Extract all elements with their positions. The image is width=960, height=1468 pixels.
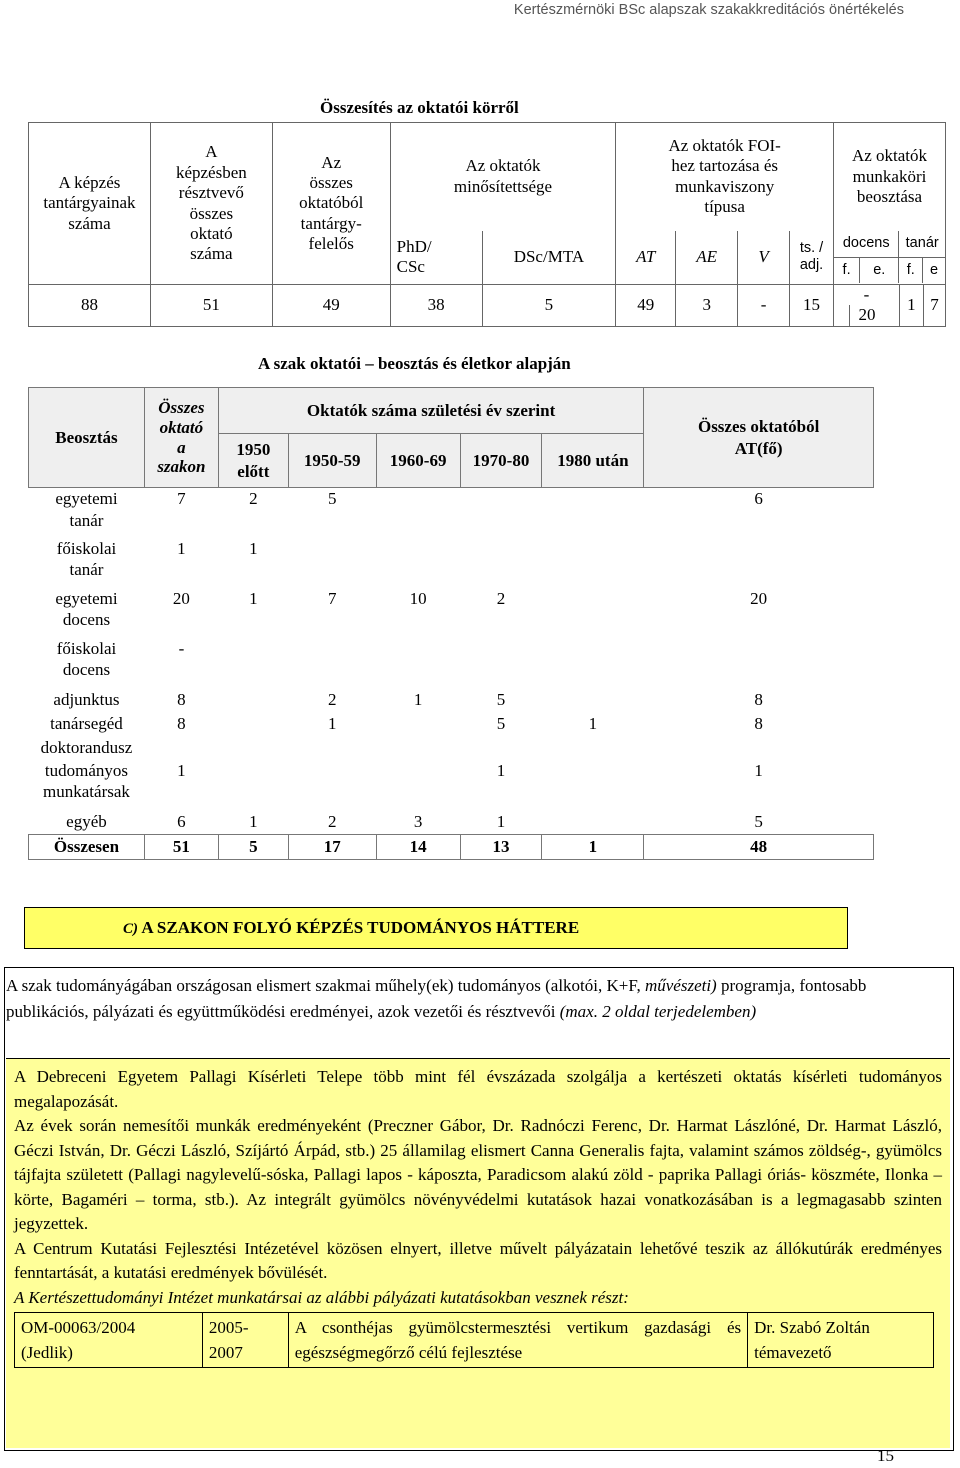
h-kepzes-tantargyai: A képzés tantárgyainak száma [29,123,151,285]
h-at-fo: Összes oktatóból AT(fő) [644,388,874,488]
project-table [14,1312,934,1368]
h-docens: docens [834,231,899,257]
table-total-row: Összesen 51 5 17 14 13 1 48 [29,834,874,859]
h-tantargyfelelos: Az összes oktatóból tantárgy- felelős [272,123,390,285]
h-szuletesi-ev: Oktatók száma születési év szerint [218,388,643,434]
v-phd: 38 [390,285,482,327]
v-v: - [738,285,790,327]
h-beosztas: Beosztás [29,388,145,488]
h-docens-tanar [834,231,946,285]
h-ae: AE [676,231,738,285]
h-osszes-oktato: Összes oktató a szakon [144,388,218,488]
h-ts-adj: ts. / adj. [790,231,834,285]
h-1960-69: 1960-69 [376,434,460,488]
h-docens-f: f. [834,257,860,283]
table2-title: A szak oktatói – beosztás és életkor alapján [258,354,571,373]
v-tanar-e: 7 [923,285,945,327]
paragraph: A Kertészettudományi Intézet munkatársai az alábbi pályázati kutatásokban vesznek részt: [14,1287,629,1307]
table1-title: Összesítés az oktatói körről [320,98,519,117]
h-tanar-f: f. [899,257,923,283]
v-ts: 15 [790,285,834,327]
h-at: AT [616,231,676,285]
table-row: adjunktus 8 2 1 5 8 [53,689,763,709]
staff-age-table [28,387,874,860]
table-row: OM-00063/2004 (Jedlik) 2005- 2007 A csonthéjas gyümölcstermesztési vertikum gazdasági és egészségmegőrző célú fejlesztése Dr. Szabó Zoltán témavezető [15,1313,934,1368]
paragraph: Az évek során nemesítői munkák eredményeként (Preczner Gábor, Dr. Radnóczi Ferenc, Dr. Harmat Lászlóné, Dr. Harmat László, Géczi István, Dr. Géczi László, Szíjártó Árpád, stb.) 25 államilag elismert Canna Generalis fajta, valamint számos zöldség-, gyümölcs tájfajta született (Pallagi nagylevelű-sóska, Pallagi lapos - káposzta, Paradicsom alakú zöld - paprika Pallagi óriás- köszméte, Ilonka – körte, Bagaméri – torma, stb.). Az integrált gyümölcs növényvédelmi kutatások hazai vonatkozásában is a legmagasabb szinten jegyzettek. [14,1116,942,1233]
section-c-question: A szak tudományágában országosan elismert szakmai műhely(ek) tudományos (alkotói, K+F, művészeti) programja, fontosabb publikációs, pályázati és együttműködési eredményei, azok vezetői és résztvevői (max. 2 oldal terjedelemben) [6,976,867,1021]
v-oktato: 51 [150,285,272,327]
h-minositettseg: Az oktatók minősítettsége [390,123,616,231]
table-row: doktorandusz [40,737,133,757]
v-tanar-f: 1 [899,285,923,327]
v-dsc: 5 [482,285,616,327]
section-c-answer [6,1058,950,1448]
h-1950-elott: 1950 előtt [218,434,288,488]
h-foi-tartozas: Az oktatók FOI- hez tartozása és munkaviszony típusa [616,123,834,231]
h-1980-utan: 1980 után [542,434,644,488]
v-docens: -20 [834,285,900,327]
h-1970-80: 1970-80 [460,434,542,488]
table-row: tudományos munkatársak 1 1 1 [43,760,763,802]
page-number: 15 [877,1446,894,1465]
h-docens-e: e. [860,257,899,283]
running-header: Kertészmérnöki BSc alapszak szakakkreditációs önértékelés [513,2,904,18]
v-felelos: 49 [272,285,390,327]
h-1950-59: 1950-59 [288,434,376,488]
table-row: főiskolai docens - [56,638,185,680]
table-row: főiskolai tanár 1 1 [56,538,258,580]
v-at: 49 [616,285,676,327]
v-kepzes: 88 [29,285,151,327]
paragraph: A Debreceni Egyetem Pallagi Kísérleti Telepe több mint fél évszázada szolgálja a kertészeti oktatás kísérleti tudományos megalapozását. [14,1067,942,1111]
table-row: tanársegéd 8 1 5 1 8 [50,713,763,733]
h-v: V [738,231,790,285]
section-c-heading: C) A SZAKON FOLYÓ KÉPZÉS TUDOMÁNYOS HÁTTERE [24,907,848,949]
h-munkakori-beosztas: Az oktatók munkaköri beosztása [834,123,946,231]
table-row: egyéb 6 1 2 3 1 5 [66,811,763,831]
v-ae: 3 [676,285,738,327]
table-row: egyetemi docens 20 1 7 10 2 20 [55,588,768,630]
h-tanar: tanár [899,231,945,257]
paragraph: A Centrum Kutatási Fejlesztési Intézetével közösen elnyert, illetve művelt pályázatain lehetővé teszik az állókutúrák eredményes fenntartását, a kutatási eredmények bővülését. [14,1238,942,1282]
h-phd-csc: PhD/ CSc [390,231,482,285]
h-tanar-e: e [929,261,939,278]
staff-summary-table [28,122,946,327]
h-resztvevo-oktato: A képzésben résztvevő összes oktató száma [150,123,272,285]
h-dsc-mta: DSc/MTA [482,231,616,285]
table-row: egyetemi tanár 7 2 5 6 [55,489,763,530]
